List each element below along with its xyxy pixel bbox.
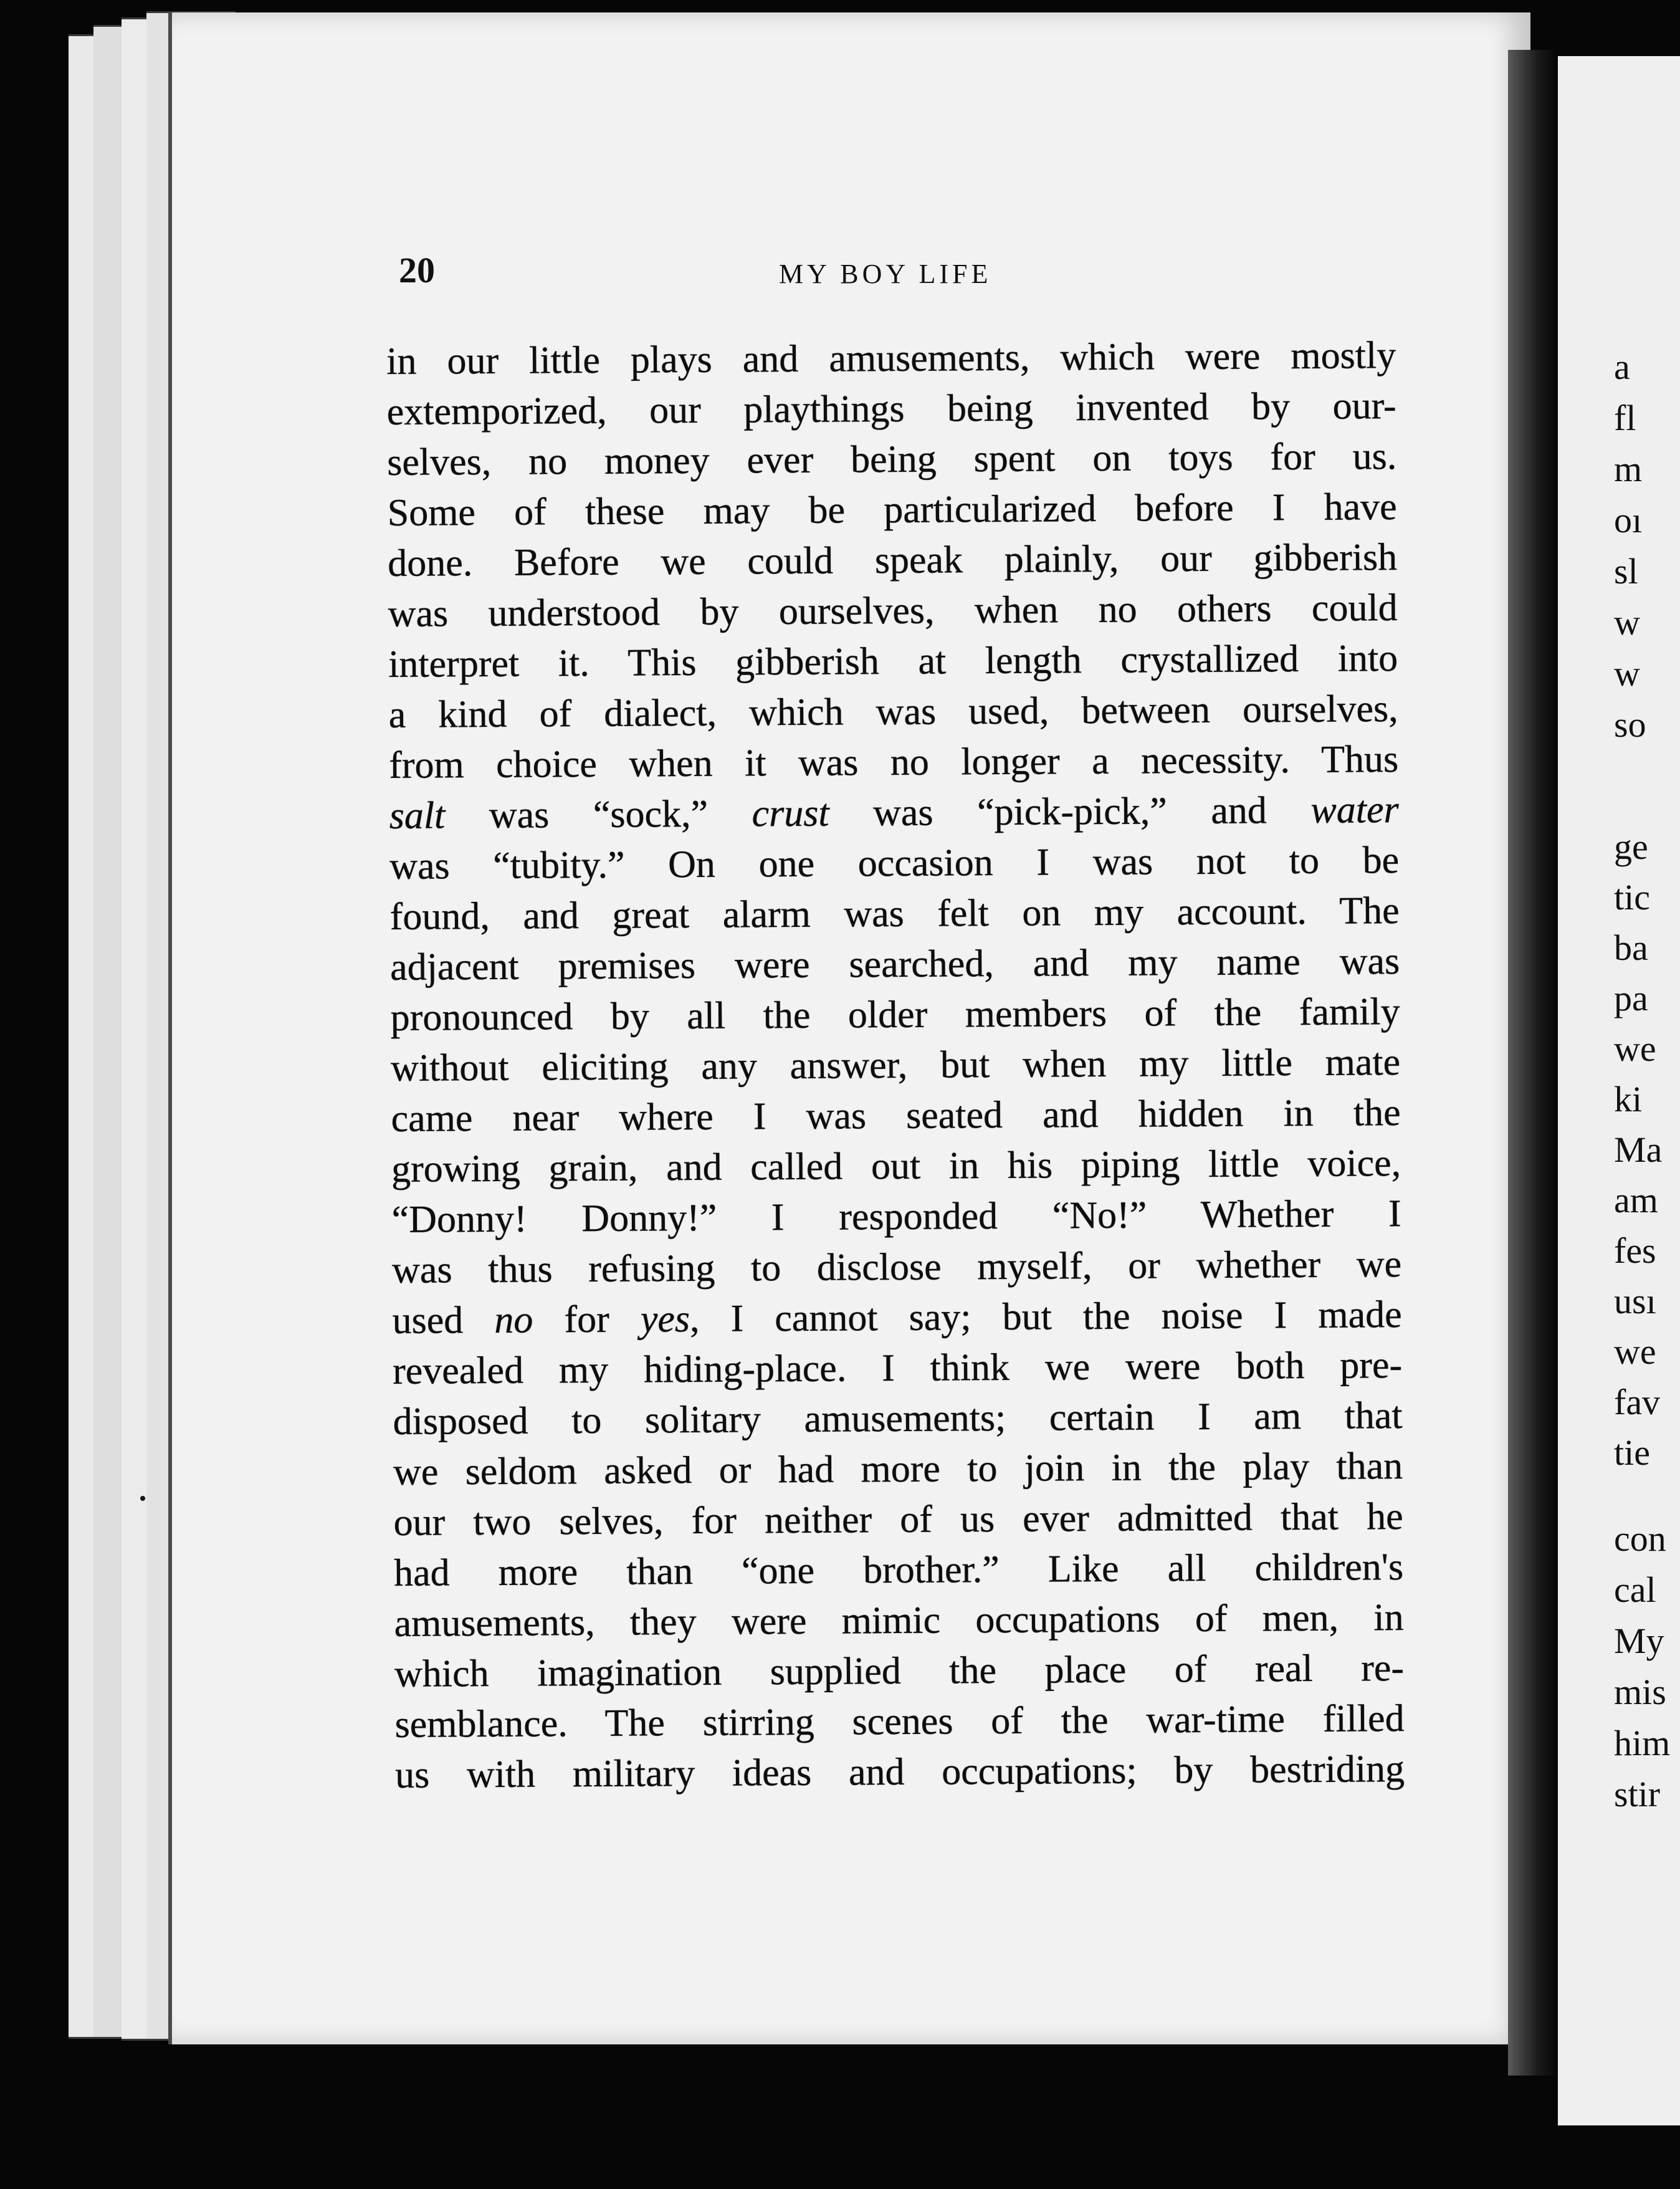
facing-page-line: fav (1614, 1382, 1661, 1422)
text-line: which imagination supplied the place of real re- (394, 1647, 1405, 1695)
text-line: selves, no money ever being spent on toys for us. (387, 435, 1397, 484)
text-line: in our little plays and amusements, which were mostly (386, 334, 1396, 383)
facing-page-line: mis (1614, 1672, 1666, 1712)
text-line: was “tubity.” On one occasion I was not to be (389, 839, 1400, 888)
facing-page-line: sl (1614, 551, 1638, 592)
text-line: “Donny! Donny!” I responded “No!” Whether I (391, 1192, 1401, 1241)
running-head: MY BOY LIFE (779, 259, 992, 289)
text-line: was thus refusing to disclose myself, or whether we (391, 1243, 1402, 1291)
text-line: revealed my hiding-place. I think we were both pre- (392, 1344, 1403, 1392)
text-line: adjacent premises were searched, and my name was (389, 940, 1400, 989)
facing-page-line: fl (1614, 398, 1636, 438)
text-line: disposed to solitary amusements; certain I am that (393, 1394, 1403, 1443)
facing-page-line: him (1614, 1723, 1671, 1763)
text-line: came near where I was seated and hidden in the (391, 1091, 1401, 1140)
facing-page-line: w (1614, 602, 1640, 643)
facing-page-line: we (1614, 1331, 1656, 1372)
text-line: used no for yes, I cannot say; but the noise I made (392, 1293, 1402, 1342)
text-line: amusements, they were mimic occupations of men, in (394, 1596, 1404, 1645)
text-line: from choice when it was no longer a necessity. Thus (388, 738, 1399, 787)
facing-page-line: am (1614, 1180, 1658, 1220)
text-line: growing grain, and called out in his piping little voice, (391, 1142, 1401, 1190)
book-gutter (1508, 50, 1558, 2076)
text-line: pronounced by all the older members of the family (390, 990, 1400, 1039)
facing-page-line: w (1614, 653, 1640, 694)
text-line: our two selves, for neither of us ever admitted that he (393, 1495, 1403, 1544)
text-line: interpret it. This gibberish at length crystallized into (388, 637, 1398, 686)
page-number: 20 (399, 250, 435, 290)
facing-page-line: oı (1614, 500, 1643, 540)
facing-page-line: cal (1614, 1569, 1656, 1610)
text-line: Some of these may be particularized before I have (387, 486, 1397, 534)
text-line: was understood by ourselves, when no others could (388, 587, 1398, 635)
facing-page-line: tic (1614, 877, 1650, 917)
facing-page-line: ki (1614, 1079, 1643, 1119)
facing-page-line: ba (1614, 927, 1648, 968)
facing-page-line: stir (1614, 1774, 1661, 1814)
text-line: had more than “one brother.” Like all children's (393, 1546, 1404, 1594)
facing-page-line: fes (1614, 1230, 1656, 1271)
facing-page-line: so (1614, 704, 1646, 745)
text-line: without eliciting any answer, but when my little mate (390, 1041, 1401, 1090)
facing-page-line: usı (1614, 1281, 1656, 1321)
text-line: us with military ideas and occupations; by bestriding (394, 1748, 1405, 1796)
text-line: found, and great alarm was felt on my account. The (389, 889, 1400, 938)
facing-page-line: we (1614, 1028, 1656, 1069)
binding-mark (140, 1496, 145, 1501)
text-line: done. Before we could speak plainly, our gibberish (388, 536, 1398, 585)
text-line: extemporized, our playthings being invented by our- (386, 385, 1396, 433)
facing-page-line: Ma (1614, 1129, 1663, 1170)
text-line: salt was “sock,” crust was “pick-pick,” and water (389, 788, 1399, 837)
text-line: a kind of dialect, which was used, between ourselves, (388, 687, 1398, 736)
body-text (386, 330, 1405, 1801)
text-line: semblance. The stirring scenes of the war-time filled (394, 1697, 1405, 1746)
facing-page-line: My (1614, 1621, 1664, 1661)
facing-page-line: m (1614, 449, 1643, 489)
page-header (399, 249, 1408, 299)
facing-page-line: tie (1614, 1432, 1650, 1473)
facing-page-line: ge (1614, 826, 1648, 867)
facing-page-line: con (1614, 1518, 1666, 1559)
facing-page-line: a (1614, 347, 1630, 387)
facing-page-line: pa (1614, 978, 1648, 1018)
text-line: we seldom asked or had more to join in the play than (393, 1445, 1403, 1493)
